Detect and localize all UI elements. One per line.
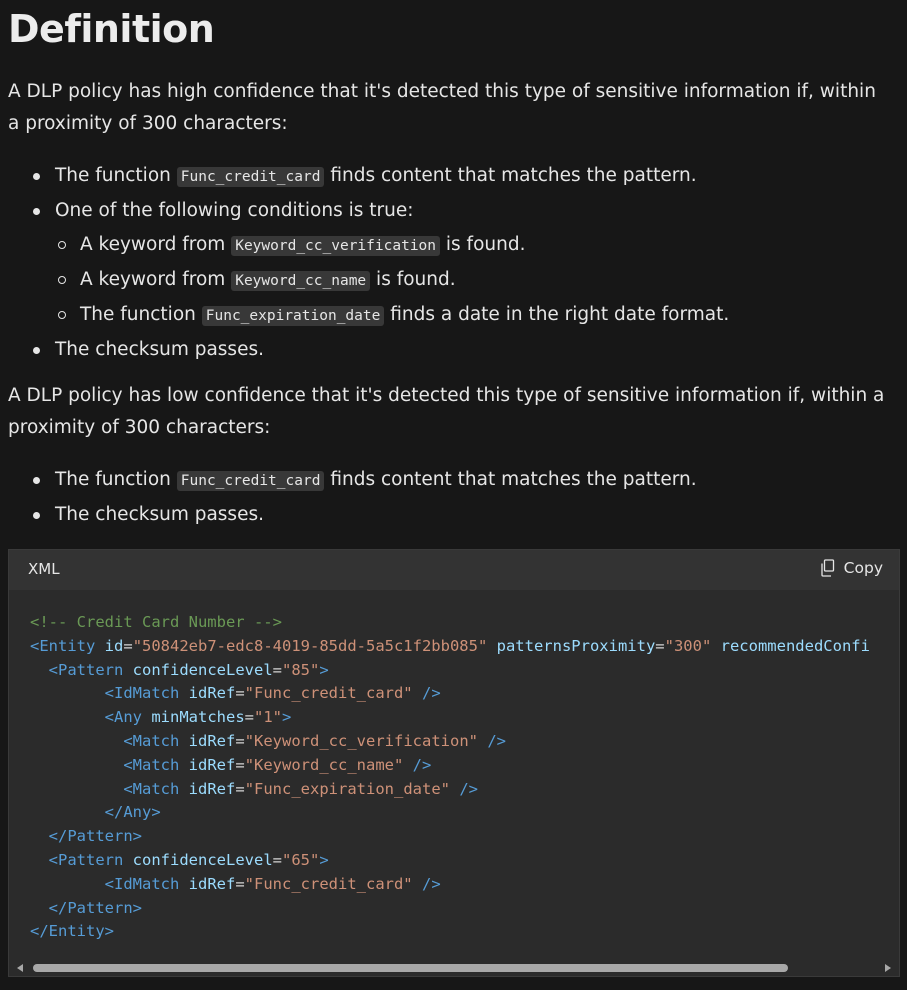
arrow-left-icon[interactable] [17, 964, 23, 972]
code-language-label: XML [28, 560, 60, 578]
match2-ref-value: "Keyword_cc_name" [244, 755, 404, 774]
high-confidence-paragraph: A DLP policy has high confidence that it's detected this type of sensitive information if, within a proximity of 300 characters: [8, 81, 876, 134]
inline-code: Func_credit_card [177, 471, 325, 491]
idmatch1-ref-value: "Func_credit_card" [244, 684, 413, 703]
code-block [8, 549, 900, 977]
low-confidence-paragraph: A DLP policy has low confidence that it's detected this type of sensitive information if, within a proximity of 300 characters: [8, 385, 885, 438]
list-item: The function Func_credit_card finds content that matches the pattern. [0, 159, 729, 194]
recommended-attr: recommendedConfi [720, 636, 870, 655]
high-confidence-list [0, 159, 729, 367]
inline-code: Func_expiration_date [202, 306, 385, 326]
horizontal-scrollbar[interactable] [9, 960, 899, 976]
copy-icon [820, 559, 836, 577]
pattern1-level-value: "85" [282, 660, 320, 679]
list-item: The checksum passes. [0, 498, 697, 532]
patterns-proximity-value: "300" [664, 636, 712, 655]
scrollbar-thumb[interactable] [33, 964, 788, 972]
list-item: The checksum passes. [0, 333, 729, 367]
inline-code: Func_credit_card [177, 167, 325, 187]
list-item: The function Func_credit_card finds content that matches the pattern. [0, 463, 697, 498]
sub-list-item: The function Func_expiration_date finds a date in the right date format. [0, 298, 729, 333]
inline-code: Keyword_cc_name [231, 271, 370, 291]
sub-list-item: A keyword from Keyword_cc_verification is found. [0, 228, 729, 263]
match1-ref-value: "Keyword_cc_verification" [244, 731, 478, 750]
low-confidence-list [0, 463, 697, 532]
entity-id-value: "50842eb7-edc8-4019-85dd-5a5c1f2bb085" [132, 636, 488, 655]
idmatch2-ref-value: "Func_credit_card" [244, 874, 413, 893]
code-block-header [9, 550, 899, 590]
pattern2-level-value: "65" [282, 850, 320, 869]
copy-button[interactable] [820, 559, 883, 577]
match3-ref-value: "Func_expiration_date" [244, 779, 450, 798]
code-body[interactable] [9, 590, 899, 960]
section-heading: Definition [8, 7, 215, 51]
sub-list-item: A keyword from Keyword_cc_name is found. [0, 263, 729, 298]
any-min-value: "1" [254, 708, 282, 727]
xml-code: <!-- Credit Card Number --> <Entity id="50842eb7-edc8-4019-85dd-5a5c1f2bb085" patternsProximity="300" recommendedConfi <Pattern confidenceLevel="85"> <IdMatch idRef="Func_credit_card" /> <Any minMatches="1"> <Match idRef="Keyword_cc_verification" /> <Match idRef="Keyword_cc_name" /> <Match idRef="Func_expiration_date" /> </Any> </Pattern> <Pattern confidenceLevel="65"> <IdMatch idRef="Func_credit_card" /> </Pattern> </Entity> [30, 613, 870, 941]
copy-button-label: Copy [843, 559, 883, 577]
list-item: One of the following conditions is true: [0, 194, 729, 228]
code-comment: <!-- Credit Card Number --> [30, 613, 282, 631]
arrow-right-icon[interactable] [885, 964, 891, 972]
inline-code: Keyword_cc_verification [231, 236, 440, 256]
